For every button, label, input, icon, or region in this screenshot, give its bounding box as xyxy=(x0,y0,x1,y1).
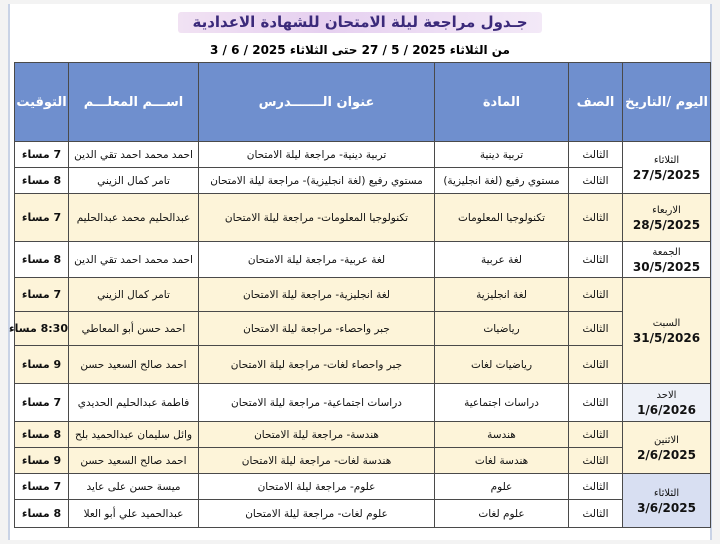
day-date-cell xyxy=(623,384,711,422)
table-row xyxy=(15,142,711,168)
time-cell: 7 مساء xyxy=(15,384,69,422)
page-subtitle: من الثلاثاء 2025 / 5 / 27 حتى الثلاثاء 2025 / 6 / 3 xyxy=(210,43,510,57)
subject-cell: علوم xyxy=(435,474,569,500)
teacher-cell: تامر كمال الزيني xyxy=(69,278,199,312)
col-header-day: اليوم /التاريخ xyxy=(623,63,711,142)
table-row xyxy=(15,500,711,528)
subject-cell: علوم لغات xyxy=(435,500,569,528)
schedule-body xyxy=(9,142,711,528)
day-date-cell xyxy=(623,474,711,528)
grade-cell: الثالث xyxy=(569,242,623,278)
subject-cell: هندسة xyxy=(435,422,569,448)
grade-cell: الثالث xyxy=(569,384,623,422)
subject-cell: رياضيات xyxy=(435,312,569,346)
grade-cell: الثالث xyxy=(569,422,623,448)
grade-cell: الثالث xyxy=(569,500,623,528)
time-cell: 8 مساء xyxy=(15,168,69,194)
table-row xyxy=(15,168,711,194)
teacher-cell: احمد محمد احمد تقي الدين xyxy=(69,142,199,168)
teacher-cell: فاطمة عبدالحليم الحديدي xyxy=(69,384,199,422)
grade-cell: الثالث xyxy=(569,278,623,312)
lesson-cell: لغة عربية- مراجعة ليلة الامتحان xyxy=(199,242,435,278)
grade-cell: الثالث xyxy=(569,474,623,500)
day-date-cell xyxy=(623,242,711,278)
col-header-subject: المادة xyxy=(435,63,569,142)
time-cell: 8:30 مساء xyxy=(15,312,69,346)
day-name: الثلاثاء xyxy=(653,487,680,499)
day-date-cell xyxy=(623,278,711,384)
day-date: 30/5/2025 xyxy=(632,259,701,274)
day-name: الاحد xyxy=(656,389,677,401)
subject-cell: هندسة لغات xyxy=(435,448,569,474)
table-header-row xyxy=(15,63,711,142)
teacher-cell: ميسة حسن على عايد xyxy=(69,474,199,500)
lesson-cell: مستوي رفيع (لغة انجليزية)- مراجعة ليلة الامتحان xyxy=(199,168,435,194)
col-header-grade: الصف xyxy=(569,63,623,142)
teacher-cell: عبدالحميد علي أبو العلا xyxy=(69,500,199,528)
teacher-cell: تامر كمال الزيني xyxy=(69,168,199,194)
col-header-lesson: عنوان الـــــــدرس xyxy=(199,63,435,142)
table-row xyxy=(15,422,711,448)
teacher-cell: احمد حسن أبو المعاطي xyxy=(69,312,199,346)
lesson-cell: جبر واحصاء لغات- مراجعة ليلة الامتحان xyxy=(199,346,435,384)
table-row xyxy=(15,448,711,474)
time-cell: 8 مساء xyxy=(15,422,69,448)
day-date-cell xyxy=(623,142,711,194)
day-date-cell xyxy=(623,194,711,242)
subject-cell: تربية دينية xyxy=(435,142,569,168)
page-title: جـدول مراجعة ليلة الامتحان للشهادة الاعدادية xyxy=(178,12,541,33)
table-row xyxy=(15,242,711,278)
time-cell: 8 مساء xyxy=(15,242,69,278)
grade-cell: الثالث xyxy=(569,142,623,168)
subject-cell: دراسات اجتماعية xyxy=(435,384,569,422)
grade-cell: الثالث xyxy=(569,168,623,194)
time-cell: 9 مساء xyxy=(15,448,69,474)
time-cell: 7 مساء xyxy=(15,142,69,168)
lesson-cell: تربية دينية- مراجعة ليلة الامتحان xyxy=(199,142,435,168)
day-name: الاربعاء xyxy=(652,204,681,216)
time-cell: 7 مساء xyxy=(15,474,69,500)
lesson-cell: جبر واحصاء- مراجعة ليلة الامتحان xyxy=(199,312,435,346)
schedule-table xyxy=(9,62,711,528)
subject-cell: تكنولوجيا المعلومات xyxy=(435,194,569,242)
lesson-cell: علوم- مراجعة ليلة الامتحان xyxy=(199,474,435,500)
time-cell: 9 مساء xyxy=(15,346,69,384)
day-date: 3/6/2025 xyxy=(637,500,696,515)
subject-cell: مستوي رفيع (لغة انجليزية) xyxy=(435,168,569,194)
teacher-cell: عبدالحليم محمد عبدالحليم xyxy=(69,194,199,242)
teacher-cell: احمد صالح السعيد حسن xyxy=(69,448,199,474)
table-row xyxy=(15,194,711,242)
lesson-cell: هندسة لغات- مراجعة ليلة الامتحان xyxy=(199,448,435,474)
table-row xyxy=(15,384,711,422)
subject-cell: لغة انجليزية xyxy=(435,278,569,312)
teacher-cell: احمد صالح السعيد حسن xyxy=(69,346,199,384)
day-date: 1/6/2026 xyxy=(637,402,696,417)
time-cell: 7 مساء xyxy=(15,194,69,242)
lesson-cell: دراسات اجتماعية- مراجعة ليلة الامتحان xyxy=(199,384,435,422)
time-cell: 8 مساء xyxy=(15,500,69,528)
table-row xyxy=(15,312,711,346)
time-cell: 7 مساء xyxy=(15,278,69,312)
table-row xyxy=(15,474,711,500)
lesson-cell: هندسة- مراجعة ليلة الامتحان xyxy=(199,422,435,448)
day-date-cell xyxy=(623,422,711,474)
day-date: 27/5/2025 xyxy=(632,167,701,182)
day-date: 2/6/2025 xyxy=(637,447,696,462)
lesson-cell: تكنولوجيا المعلومات- مراجعة ليلة الامتحان xyxy=(199,194,435,242)
grade-cell: الثالث xyxy=(569,346,623,384)
teacher-cell: احمد محمد احمد تقي الدين xyxy=(69,242,199,278)
subject-cell: رياضيات لغات xyxy=(435,346,569,384)
table-row xyxy=(15,278,711,312)
grade-cell: الثالث xyxy=(569,312,623,346)
day-date: 31/5/2026 xyxy=(632,330,701,345)
col-header-teacher: اســـم المعلـــم xyxy=(69,63,199,142)
day-name: الاثنين xyxy=(654,434,679,446)
subject-cell: لغة عربية xyxy=(435,242,569,278)
lesson-cell: علوم لغات- مراجعة ليلة الامتحان xyxy=(199,500,435,528)
day-name: الثلاثاء xyxy=(653,154,680,166)
grade-cell: الثالث xyxy=(569,448,623,474)
grade-cell: الثالث xyxy=(569,194,623,242)
table-row xyxy=(15,346,711,384)
col-header-time: التوقيت xyxy=(15,63,69,142)
day-name: الجمعة xyxy=(652,246,681,258)
document-page xyxy=(8,4,712,540)
lesson-cell: لغة انجليزية- مراجعة ليلة الامتحان xyxy=(199,278,435,312)
day-date: 28/5/2025 xyxy=(632,217,701,232)
day-name: السبت xyxy=(652,317,681,329)
teacher-cell: وائل سليمان عبدالحميد بلح xyxy=(69,422,199,448)
